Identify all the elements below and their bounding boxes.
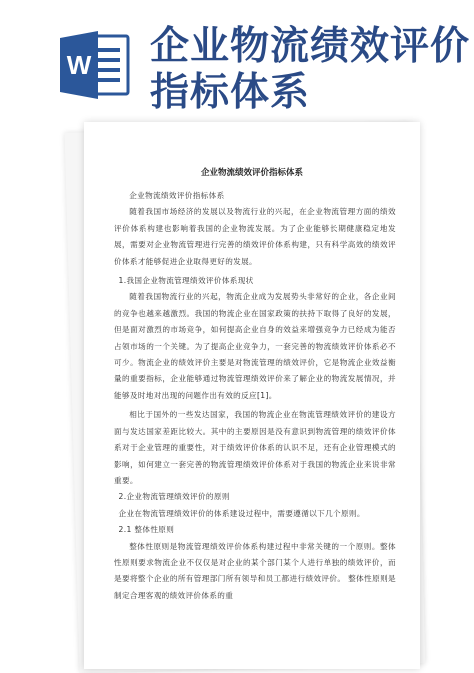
document-body — [114, 188, 396, 604]
banner-title-line-1: 企业物流绩效评价 — [150, 24, 471, 69]
paragraph-section-1b: 相比于国外的一些发达国家，我国的物流企业在物流管理绩效评价的建设方面与发达国家差距比较大。其中的主要原因是没有意识到物流管理的绩效评价体系对于企业管理的重要性，对于绩效评价体系的认识不足，还有企业管理模式的影响，如何建立一套完善的物流管理绩效评价体系对于我国的物流企业来说非常重要。 — [114, 410, 396, 485]
paragraph-section-2-1: 整体性原则是物流管理绩效评价体系构建过程中非常关键的一个原则。整体性原则要求物流企业不仅仅是对企业的某个部门某个人进行单独的绩效评价，而是要将整个企业的所有管理部门所有领导和员工都进行绩效评价。 整体性原则是制定合理客观的绩效评价体系的重 — [114, 541, 396, 600]
document-page — [84, 122, 420, 669]
section-heading-2: 2.企业物流管理绩效评价的原则 — [118, 492, 230, 502]
banner-title — [150, 24, 470, 116]
section-heading-1: 1.我国企业物流管理绩效评价体系现状 — [118, 276, 254, 286]
banner-title-line-2: 指标体系 — [150, 70, 311, 115]
word-document-icon — [58, 28, 132, 102]
paragraph-intro: 随着我国市场经济的发展以及物流行业的兴起，在企业物流管理方面的绩效评价体系构建也影响着我国的企业物流发展。为了企业能够长期健康稳定地发展，需要对企业物流管理进行完善的绩效评价体系构建，只有科学高效的绩效评价体系才能够促进企业取得更好的发展。 — [114, 207, 396, 266]
paragraph-section-1a: 随着我国物流行业的兴起，物流企业成为发展势头非常好的企业，各企业间的竞争也越来越激烈。我国的物流企业在国家政策的扶持下取得了良好的发展，但是面对激烈的市场竞争，如何提高企业自身的效益来增强竞争力已经成为能否占领市场的一个关键。为了提高企业竞争力，一套完善的物流绩效评价体系必不可少。物流企业的绩效评价主要是对物流管理的绩效评价，它是物流企业效益衡量的重要指标，企业能够通过物流管理绩效评价来了解企业的物流发展情况，并能够及时地对出现的问题作出有效的反应[1]。 — [114, 292, 396, 400]
document-title: 企业物流绩效评价指标体系 — [200, 168, 303, 178]
paragraph-intro-heading: 企业物流绩效评价指标体系 — [129, 191, 225, 200]
banner — [0, 0, 474, 125]
section-heading-2-1: 2.1 整体性原则 — [118, 525, 175, 535]
word-icon-letter: W — [66, 50, 92, 80]
paragraph-section-2: 企业在物流管理绩效评价的体系建设过程中，需要遵循以下几个原则。 — [118, 508, 365, 518]
